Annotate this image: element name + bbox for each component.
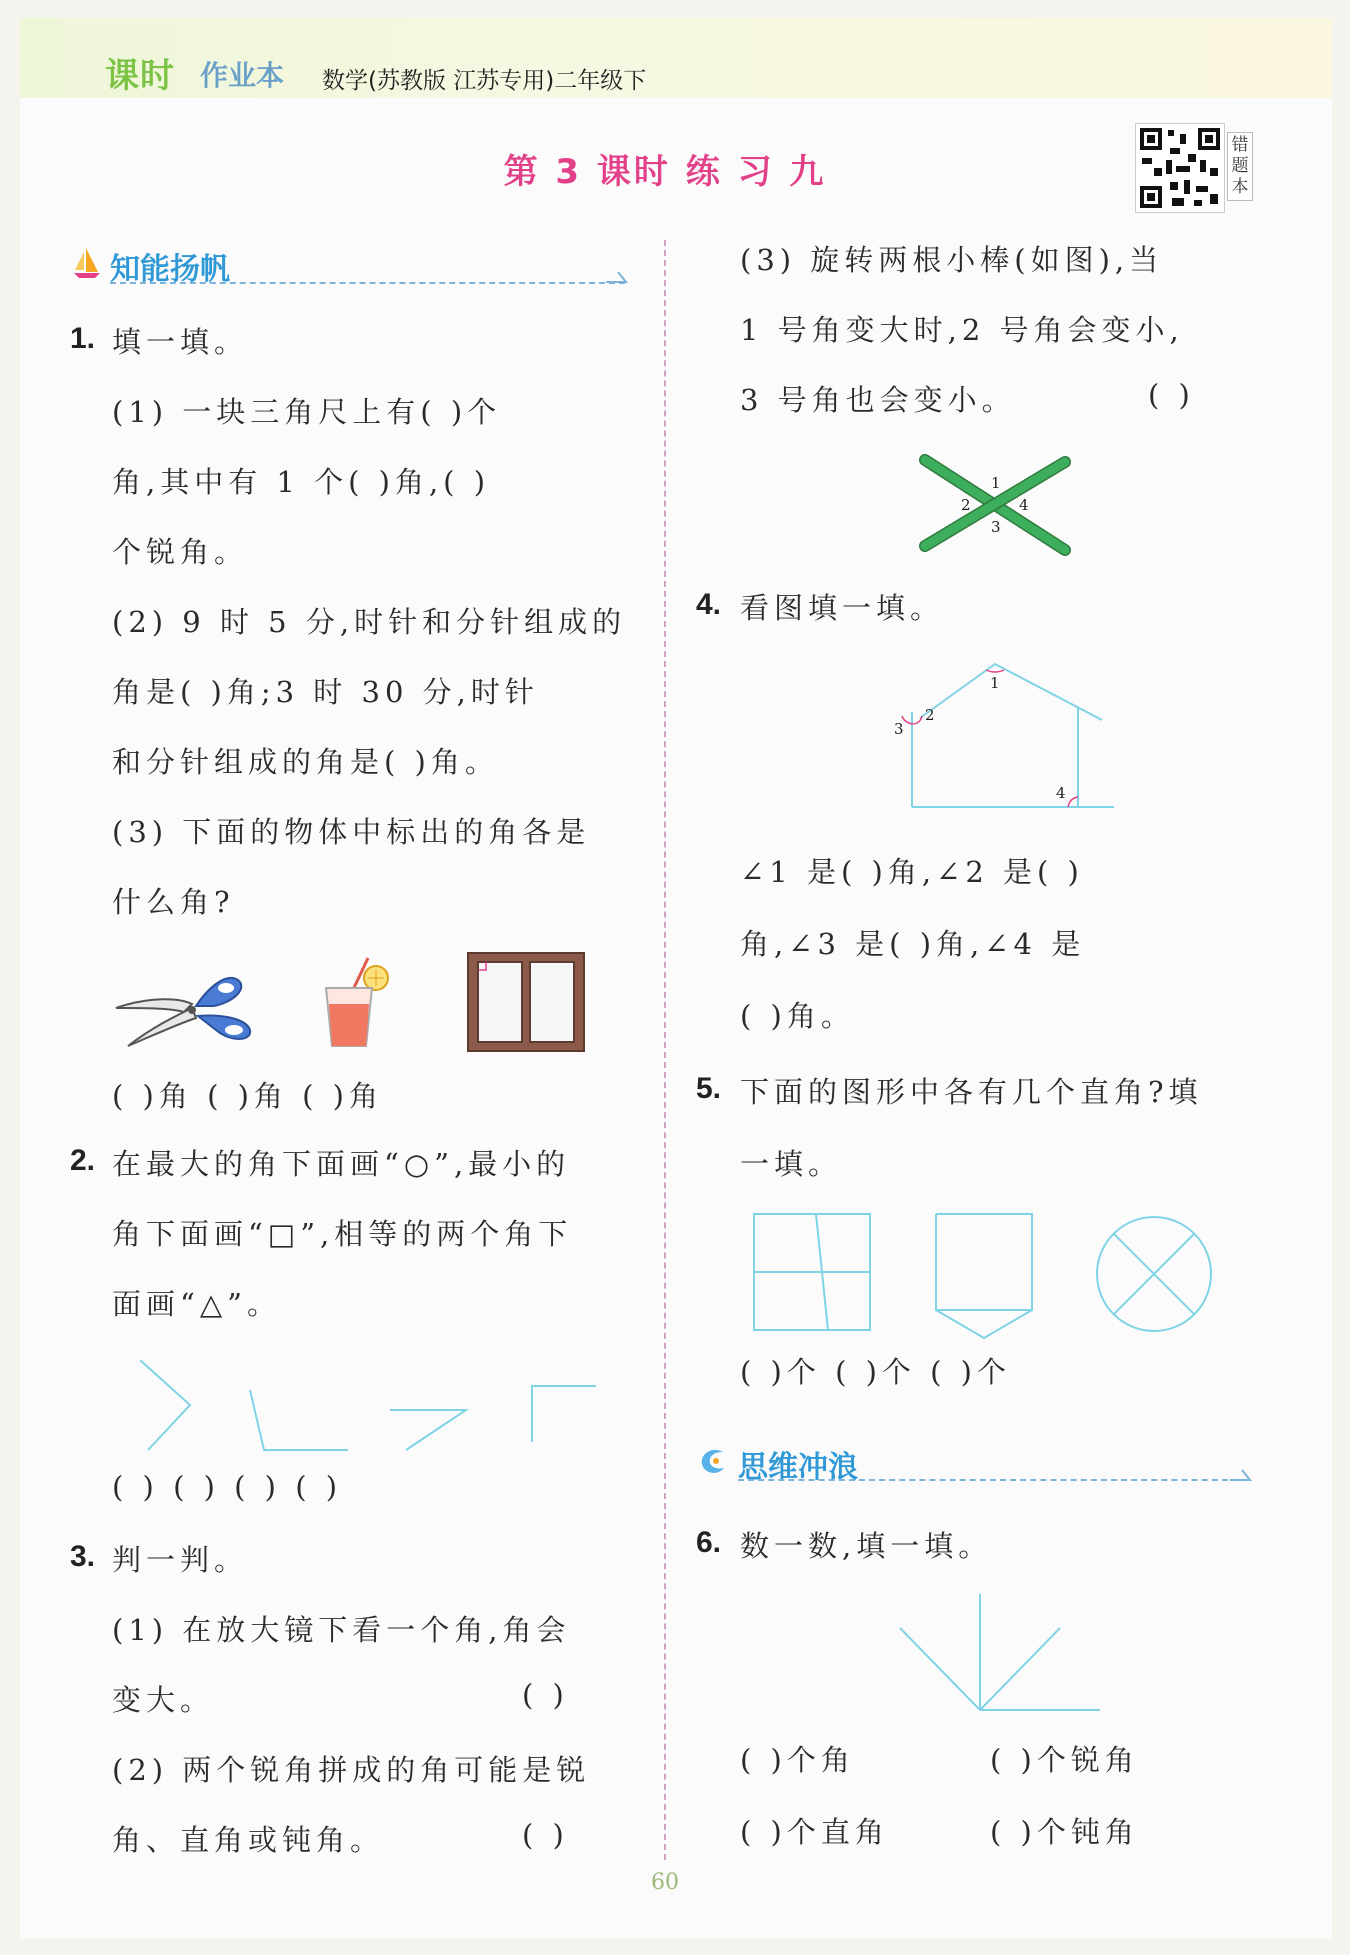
question-number-2: 2. [70,1144,96,1177]
q1-part1-line3: 个锐角。 [112,535,249,569]
q4-line1: ∠1 是( )角,∠2 是( ) [740,855,1084,889]
question-number-3: 3. [70,1540,96,1573]
scissors-icon [110,960,260,1055]
section-heading-zhineng: 知能扬帆 [110,252,230,287]
q1-part2-line1: (2) 9 时 5 分,时针和分针组成的 [112,605,627,639]
q2-angle-diagrams [140,1350,600,1460]
q6-ray-diagram [890,1590,1110,1720]
sailboat-icon [72,246,102,280]
q1-part1-line1: (1) 一块三角尺上有( )个 [112,395,502,429]
qr-code-icon[interactable] [1135,123,1225,213]
stick-angle-label-2: 2 [961,496,971,514]
wrong-questions-label: 错题本 [1227,132,1253,201]
house-angle-label-2: 2 [925,706,935,724]
lesson-title: 第 3 课时 练 习 九 [503,152,827,192]
q3-part1-line1: (1) 在放大镜下看一个角,角会 [112,1613,571,1647]
q1-part3-line2: 什么角? [112,885,235,919]
q4-line2: 角,∠3 是( )角,∠4 是 [740,927,1086,961]
q5-line2: 一填。 [740,1147,843,1181]
brand-logo-suffix: 作业本 [200,59,285,92]
question-number-5: 5. [696,1072,722,1105]
question-number-6: 6. [696,1526,722,1559]
q1-part3-answers: ( )角 ( )角 ( )角 [112,1079,383,1113]
q6-answer-acute: ( )个锐角 [990,1743,1139,1777]
wave-icon [698,1446,728,1476]
q1-part3-line1: (3) 下面的物体中标出的角各是 [112,815,591,849]
stick-angle-label-1: 1 [991,474,1001,492]
section-heading-siwei: 思维冲浪 [738,1450,858,1485]
q3-part1-line2: 变大。 [112,1683,215,1717]
house-angle-label-4: 4 [1056,784,1066,802]
house-angle-diagram [880,650,1120,812]
q3-part2-line2: 角、直角或钝角。 [112,1823,385,1857]
q6-answer-angles: ( )个角 [740,1743,855,1777]
q3-part3-blank: ( ) [1148,378,1195,412]
q2-line2: 角下面画“□”,相等的两个角下 [112,1217,573,1251]
arrow-decoration-icon-2 [1228,1466,1254,1482]
stick-angle-label-4: 4 [1019,496,1029,514]
window-icon [465,950,587,1054]
brand-logo: 课时 [105,56,175,96]
question-number-4: 4. [696,588,722,621]
juice-cup-icon [318,952,393,1052]
q5-shapes-diagram [750,1210,1220,1340]
page-number: 60 [651,1870,679,1895]
subject-label: 数学(苏教版 江苏专用)二年级下 [322,68,647,94]
q3-part3-line3: 3 号角也会变小。 [740,383,1016,417]
crossed-sticks-diagram [915,450,1075,560]
q1-part2-line3: 和分针组成的角是( )角。 [112,745,499,779]
house-angle-label-1: 1 [990,674,1000,692]
q2-line3: 面画“△”。 [112,1287,281,1321]
arrow-decoration-icon [604,268,630,284]
question-number-1: 1. [70,322,96,355]
column-divider [664,240,666,1860]
q5-line1: 下面的图形中各有几个直角?填 [740,1075,1203,1109]
q1-part2-line2: 角是( )角;3 时 30 分,时针 [112,675,539,709]
section-underline-2 [738,1479,1248,1481]
q4-heading: 看图填一填。 [740,591,945,625]
q5-answers: ( )个 ( )个 ( )个 [740,1355,1011,1389]
q3-part3-line1: (3) 旋转两根小棒(如图),当 [740,243,1164,277]
q2-line1: 在最大的角下面画“○”,最小的 [112,1147,571,1181]
q6-answer-obtuse: ( )个钝角 [990,1815,1139,1849]
q1-part1-line2: 角,其中有 1 个( )角,( ) [112,465,491,499]
q3-heading: 判一判。 [112,1543,249,1577]
q3-part3-line2: 1 号角变大时,2 号角会变小, [740,313,1184,347]
q3-part1-blank: ( ) [522,1678,569,1712]
q6-answer-right: ( )个直角 [740,1815,889,1849]
q2-answers: ( ) ( ) ( ) ( ) [112,1470,343,1504]
q3-part2-blank: ( ) [522,1818,569,1852]
q3-part2-line1: (2) 两个锐角拼成的角可能是锐 [112,1753,591,1787]
q4-line3: ( )角。 [740,999,855,1033]
section-underline [110,282,625,284]
house-angle-label-3: 3 [894,720,904,738]
stick-angle-label-3: 3 [991,518,1001,536]
q6-heading: 数一数,填一填。 [740,1529,993,1563]
q1-heading: 填一填。 [112,325,249,359]
